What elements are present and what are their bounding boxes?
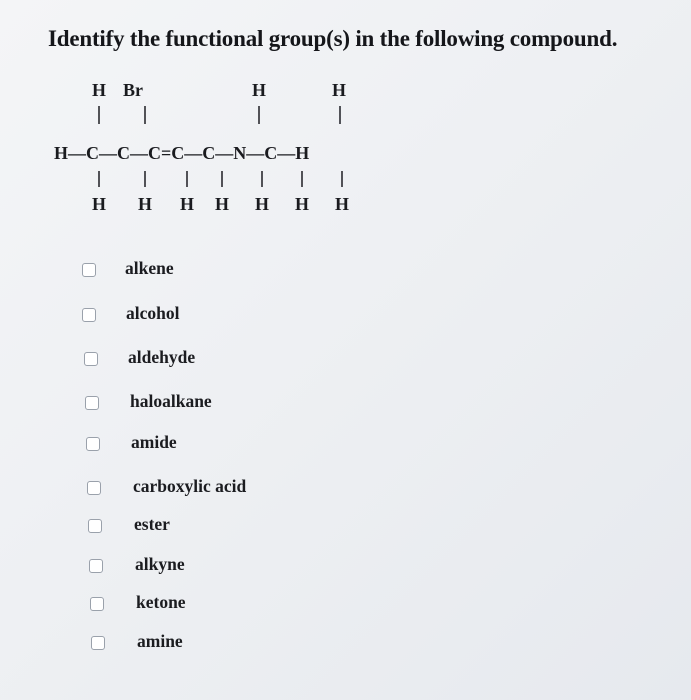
bottom-h-4: H [215,194,230,214]
bottom-h-2: H [138,194,153,214]
option-ketone[interactable] [90,592,186,612]
checkbox[interactable] [91,636,105,650]
option-label: alcohol [126,303,180,323]
checkbox[interactable] [88,519,102,533]
checkbox[interactable] [82,308,96,322]
structural-formula [50,72,410,222]
question-text: Identify the functional group(s) in the following compound. [48,26,618,51]
checkbox[interactable] [90,597,104,611]
option-label: alkene [125,258,174,278]
option-alkene[interactable] [82,258,174,278]
option-amide[interactable] [86,432,177,452]
checkbox[interactable] [89,559,103,573]
option-carboxylic-acid[interactable] [87,476,247,496]
main-chain: H—C—C—C=C—C—N—C—H [54,143,310,163]
option-label: haloalkane [130,391,212,411]
option-ester[interactable] [88,514,170,534]
option-label: amide [131,432,177,452]
option-amine[interactable] [91,631,183,651]
top-br: Br [123,80,143,100]
option-haloalkane[interactable] [85,391,212,411]
checkbox[interactable] [86,437,100,451]
option-label: ketone [136,592,186,612]
checkbox[interactable] [84,352,98,366]
checkbox[interactable] [82,263,96,277]
top-h-1: H [92,80,107,100]
top-h-3: H [252,80,267,100]
checkbox[interactable] [87,481,101,495]
bottom-h-6: H [295,194,310,214]
option-alkyne[interactable] [89,554,185,574]
option-label: alkyne [135,554,185,574]
option-label: ester [134,514,170,534]
option-alcohol[interactable] [82,303,180,323]
option-label: amine [137,631,183,651]
bottom-h-1: H [92,194,107,214]
option-aldehyde[interactable] [84,347,196,367]
checkbox[interactable] [85,396,99,410]
bottom-h-5: H [255,194,270,214]
bottom-h-3: H [180,194,195,214]
option-label: carboxylic acid [133,476,247,496]
bottom-h-7: H [335,194,350,214]
option-label: aldehyde [128,347,196,367]
top-h-4: H [332,80,347,100]
